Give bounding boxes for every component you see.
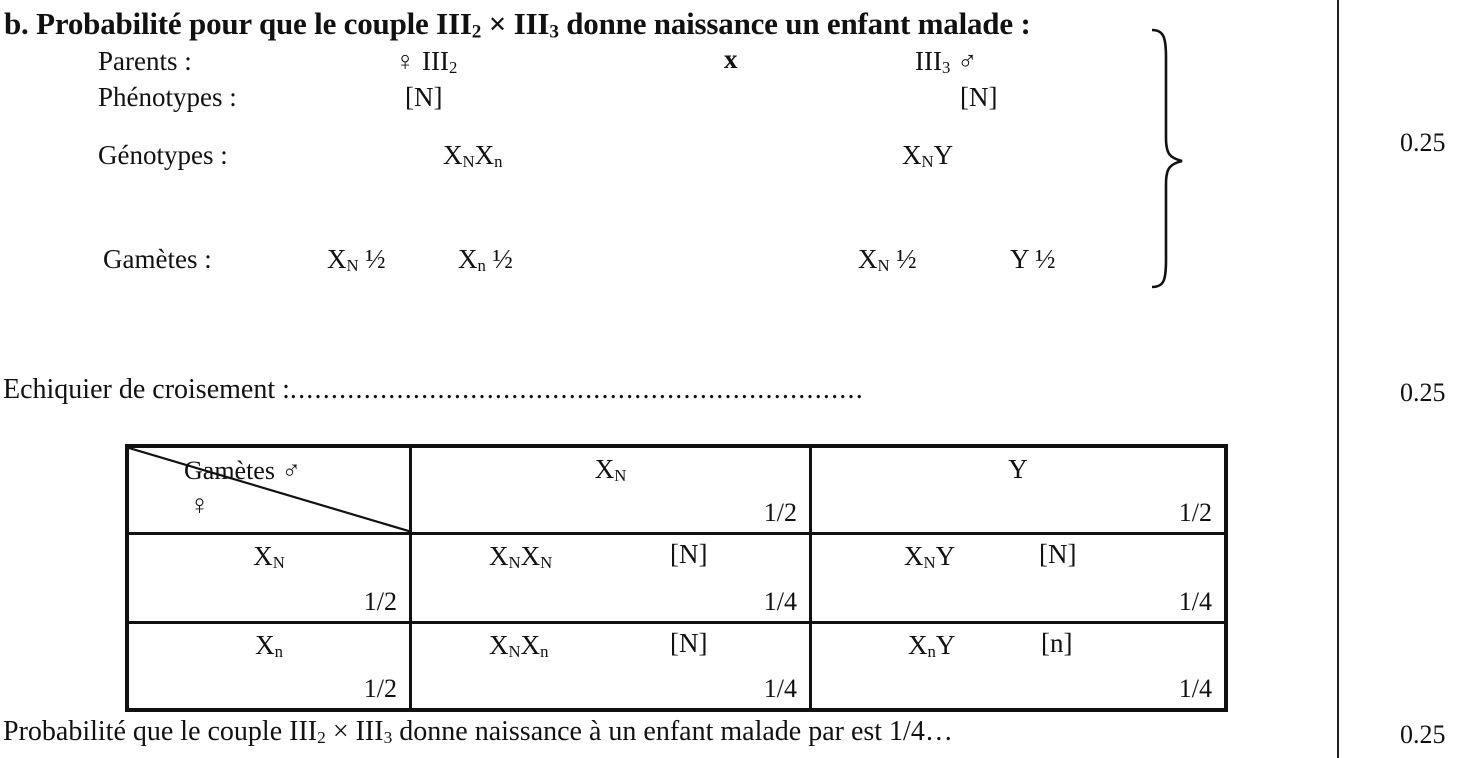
male-parent-sub: 3 — [941, 58, 951, 77]
female-phenotype: [N] — [405, 82, 443, 112]
header-cell — [812, 448, 1224, 532]
allele-sub: N — [614, 466, 627, 485]
table-header-row — [129, 448, 1224, 535]
gamete-sub: n — [477, 256, 486, 275]
female-parent-id: III — [422, 46, 449, 76]
corner-male-label: Gamètes ♂ — [184, 456, 301, 485]
offspring-genotype — [904, 541, 955, 572]
right-brace-icon — [1150, 28, 1190, 290]
title-sub: 2 — [471, 21, 482, 43]
allele-sub: n — [927, 642, 936, 661]
allele-sub: N — [462, 152, 475, 171]
offspring-phenotype: [n] — [1041, 628, 1073, 658]
conclusion-text — [3, 716, 953, 748]
male-parent — [915, 46, 977, 77]
allele: Y — [1008, 454, 1028, 484]
offspring-genotype — [908, 630, 955, 661]
allele: X — [908, 630, 928, 660]
corner-cell — [129, 448, 412, 532]
allele: X — [443, 140, 463, 170]
male-genotype — [902, 140, 953, 171]
allele: Y — [935, 630, 956, 660]
row-gamete — [129, 541, 409, 572]
score-2: 0.25 — [1400, 378, 1446, 407]
gamete-frequency: 1/2 — [363, 587, 397, 616]
table-row — [129, 624, 1224, 708]
allele-sub: N — [508, 553, 521, 572]
header-cell — [412, 448, 812, 532]
conclusion-part: × III — [325, 716, 384, 747]
female-symbol-icon: ♀ — [189, 490, 210, 521]
female-gamete-2 — [458, 244, 513, 275]
conclusion-part: Probabilité que le couple III — [3, 716, 318, 747]
female-gamete-1 — [327, 244, 386, 275]
title-text: × III — [481, 6, 550, 41]
echiquier-line — [3, 374, 1323, 406]
male-parent-id: III — [915, 46, 942, 76]
male-gamete-2 — [1010, 244, 1056, 275]
gamete-allele: Y — [1010, 244, 1029, 274]
allele: X — [520, 541, 541, 571]
allele: X — [489, 630, 509, 660]
female-parent-sub: 2 — [448, 58, 458, 77]
offspring-cell — [812, 624, 1224, 708]
allele: X — [904, 541, 924, 571]
offspring-phenotype: [N] — [1039, 539, 1077, 569]
allele: X — [253, 541, 273, 571]
title-text: b. Probabilité pour que le couple III — [4, 6, 472, 41]
gamete-allele: X — [458, 244, 478, 274]
header-gamete — [812, 454, 1224, 485]
conclusion-sub: 3 — [383, 728, 393, 748]
allele-sub: N — [508, 642, 521, 661]
allele: Y — [933, 140, 954, 170]
offspring-cell — [412, 624, 812, 708]
allele-sub: N — [272, 553, 285, 572]
allele: X — [489, 541, 509, 571]
row-gamete-cell — [129, 535, 412, 621]
gamete-frequency: ½ — [365, 244, 386, 274]
gamete-sub: N — [346, 256, 359, 275]
allele: X — [474, 140, 495, 170]
parents-label: Parents : — [98, 46, 192, 76]
row-gamete — [129, 630, 409, 661]
gamete-frequency: 1/2 — [763, 498, 797, 527]
male-gamete-1 — [858, 244, 917, 275]
gamete-frequency: ½ — [492, 244, 513, 274]
gametes-label: Gamètes : — [103, 244, 212, 274]
allele-sub: N — [540, 553, 553, 572]
conclusion-sub: 2 — [317, 728, 326, 748]
echiquier-label: Echiquier de croisement : — [3, 374, 290, 405]
gamete-frequency: ½ — [896, 244, 917, 274]
phenotypes-label: Phénotypes : — [98, 82, 237, 112]
dotted-leader: ...................................................................... — [289, 374, 864, 405]
genotypes-label: Génotypes : — [98, 140, 228, 170]
gamete-allele: X — [858, 244, 878, 274]
female-genotype — [443, 140, 502, 171]
allele: X — [520, 630, 541, 660]
allele: X — [902, 140, 922, 170]
gamete-frequency: 1/2 — [1178, 498, 1212, 527]
offspring-frequency: 1/4 — [763, 587, 797, 616]
table-row — [129, 535, 1224, 624]
gamete-allele: X — [327, 244, 347, 274]
score-column-divider — [1337, 0, 1339, 758]
score-1: 0.25 — [1400, 128, 1446, 157]
gamete-sub: N — [877, 256, 890, 275]
conclusion-part: donne naissance à un enfant malade par est 1/4… — [392, 716, 953, 747]
section-title — [4, 6, 1031, 42]
male-symbol-icon: ♂ — [957, 46, 978, 76]
allele-sub: n — [494, 152, 503, 171]
offspring-frequency: 1/4 — [1178, 674, 1212, 703]
offspring-genotype — [489, 630, 548, 661]
score-3: 0.25 — [1400, 720, 1446, 749]
title-sub: 3 — [549, 21, 559, 43]
allele-sub: N — [923, 553, 936, 572]
allele-sub: n — [540, 642, 549, 661]
offspring-cell — [412, 535, 812, 621]
punnett-square-table — [125, 444, 1228, 712]
allele: X — [594, 454, 615, 484]
offspring-frequency: 1/4 — [1178, 587, 1212, 616]
male-phenotype: [N] — [960, 82, 998, 112]
title-text: donne naissance un enfant malade : — [558, 6, 1031, 41]
female-symbol-icon: ♀ — [395, 46, 416, 76]
cross-symbol: x — [724, 44, 738, 74]
offspring-phenotype: [N] — [670, 539, 708, 569]
gamete-frequency: ½ — [1035, 244, 1056, 274]
row-gamete-cell — [129, 624, 412, 708]
allele-sub: n — [274, 642, 283, 661]
header-gamete — [412, 454, 809, 485]
offspring-genotype — [489, 541, 552, 572]
allele: X — [255, 630, 275, 660]
offspring-phenotype: [N] — [670, 628, 708, 658]
female-parent — [395, 46, 457, 77]
offspring-frequency: 1/4 — [763, 674, 797, 703]
gamete-frequency: 1/2 — [363, 674, 397, 703]
allele: Y — [935, 541, 956, 571]
offspring-cell — [812, 535, 1224, 621]
allele-sub: N — [921, 152, 934, 171]
